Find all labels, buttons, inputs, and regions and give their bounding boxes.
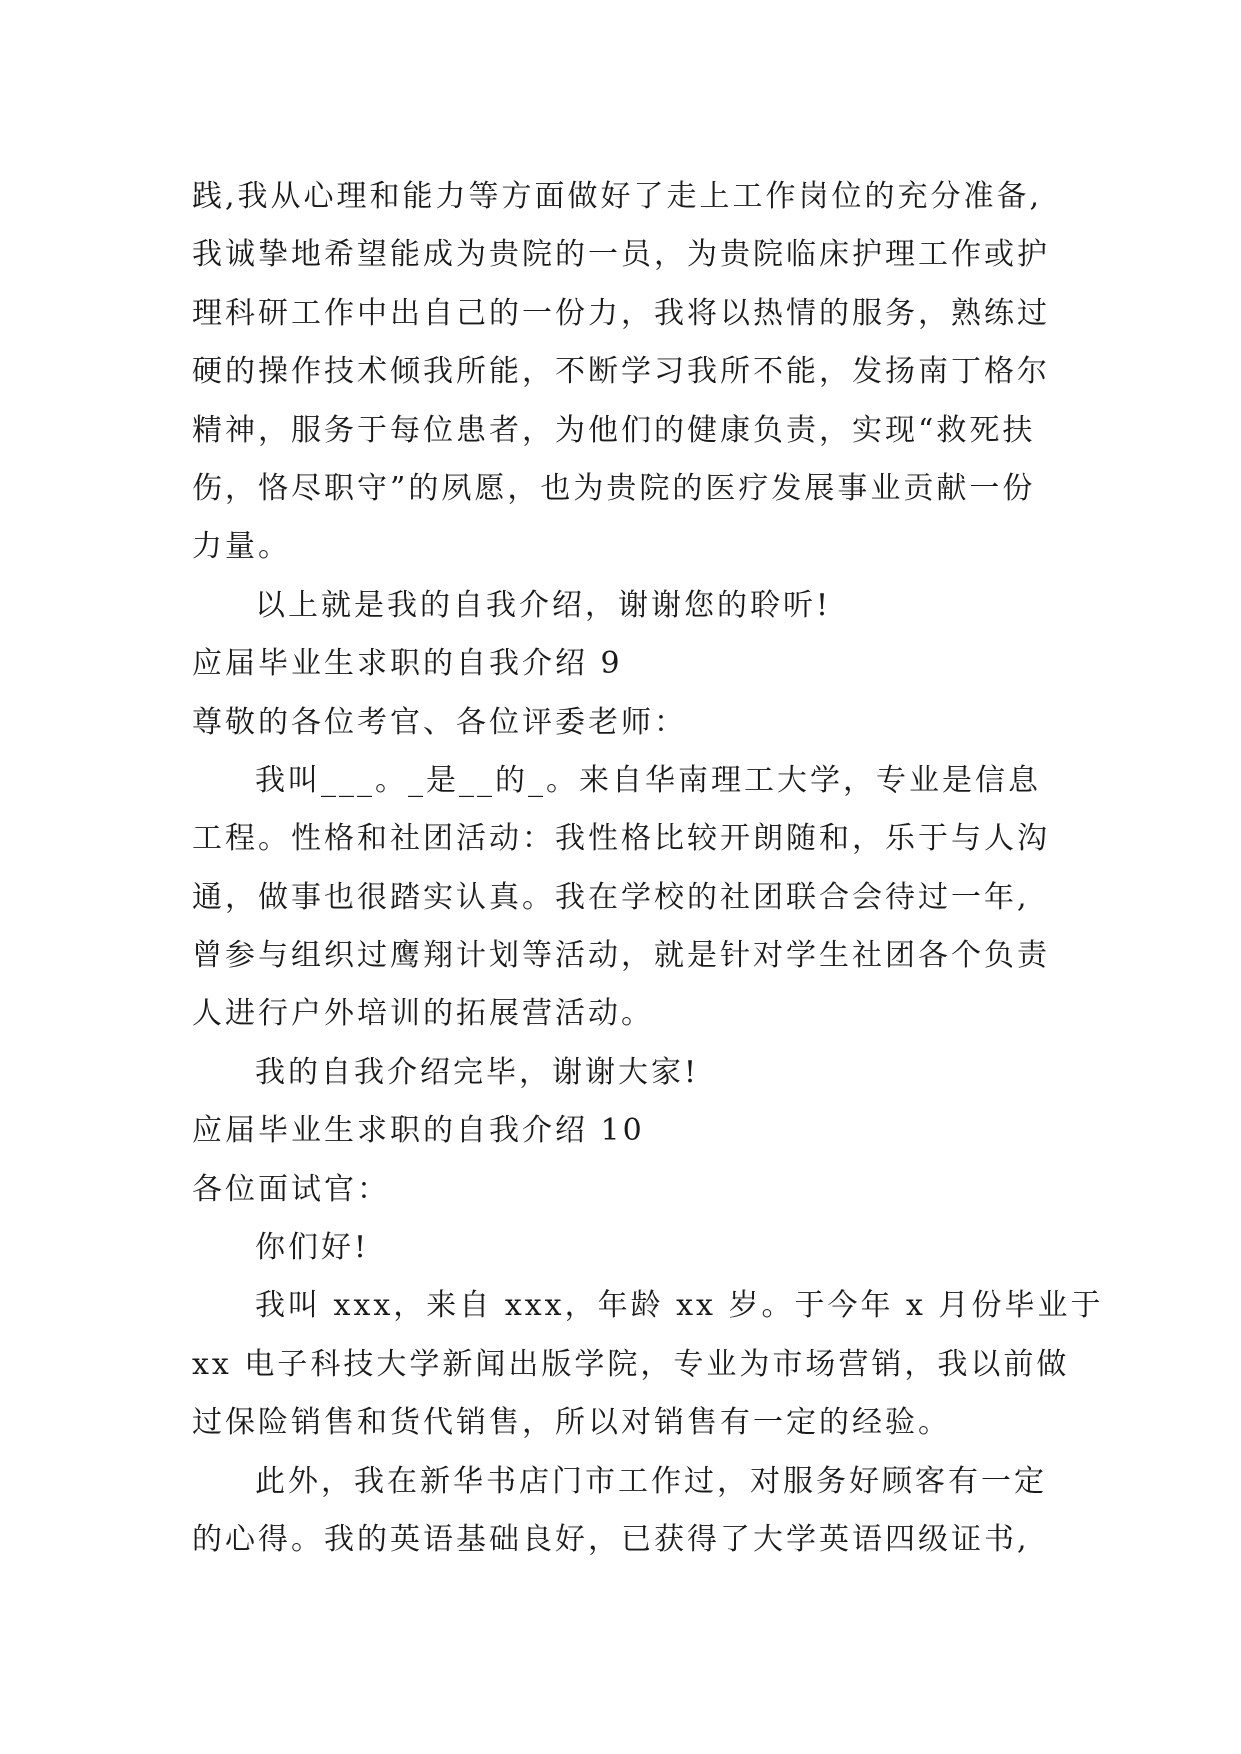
- closing-line: 我的自我介绍完毕，谢谢大家!: [255, 1054, 700, 1090]
- text-line: 的心得。我的英语基础良好，已获得了大学英语四级证书,: [192, 1521, 1030, 1557]
- text-line: 我叫 xxx，来自 xxx，年龄 xx 岁。于今年 x 月份毕业于: [255, 1288, 1104, 1324]
- text-line: 人进行户外培训的拓展营活动。: [192, 996, 654, 1032]
- section-heading-9: 应届毕业生求职的自我介绍 9: [192, 646, 623, 682]
- text-line: 力量。: [192, 529, 291, 565]
- text-line: 我诚挚地希望能成为贵院的一员，为贵院临床护理工作或护: [192, 237, 1050, 273]
- text-line: 工程。性格和社团活动：我性格比较开朗随和，乐于与人沟: [192, 821, 1050, 857]
- salutation: 尊敬的各位考官、各位评委老师：: [192, 704, 687, 740]
- text-line: 我叫___。_是__的_。来自华南理工大学，专业是信息: [255, 762, 1041, 798]
- document-body: [192, 168, 1104, 1569]
- text-line: 伤，恪尽职守”的夙愿，也为贵院的医疗发展事业贡献一份: [192, 470, 1036, 506]
- text-line: xx 电子科技大学新闻出版学院，专业为市场营销，我以前做: [192, 1346, 1070, 1382]
- text-line: 过保险销售和货代销售，所以对销售有一定的经验。: [192, 1405, 951, 1441]
- text-line: 硬的操作技术倾我所能，不断学习我所不能，发扬南丁格尔: [192, 354, 1050, 390]
- closing-line: 以上就是我的自我介绍，谢谢您的聆听!: [255, 587, 832, 623]
- greeting: 你们好!: [255, 1230, 370, 1266]
- text-line: 曾参与组织过鹰翔计划等活动，就是针对学生社团各个负责: [192, 938, 1050, 974]
- salutation: 各位面试官：: [192, 1171, 390, 1207]
- text-line: 践,我从心理和能力等方面做好了走上工作岗位的充分准备,: [192, 179, 1043, 214]
- text-line: 理科研工作中出自己的一份力，我将以热情的服务，熟练过: [192, 295, 1050, 331]
- section-heading-10: 应届毕业生求职的自我介绍 10: [192, 1113, 645, 1149]
- text-line: 通，做事也很踏实认真。我在学校的社团联合会待过一年,: [192, 879, 1030, 915]
- text-line: 此外，我在新华书店门市工作过，对服务好顾客有一定: [255, 1463, 1047, 1499]
- text-line: 精神，服务于每位患者，为他们的健康负责，实现“救死扶: [192, 412, 1036, 448]
